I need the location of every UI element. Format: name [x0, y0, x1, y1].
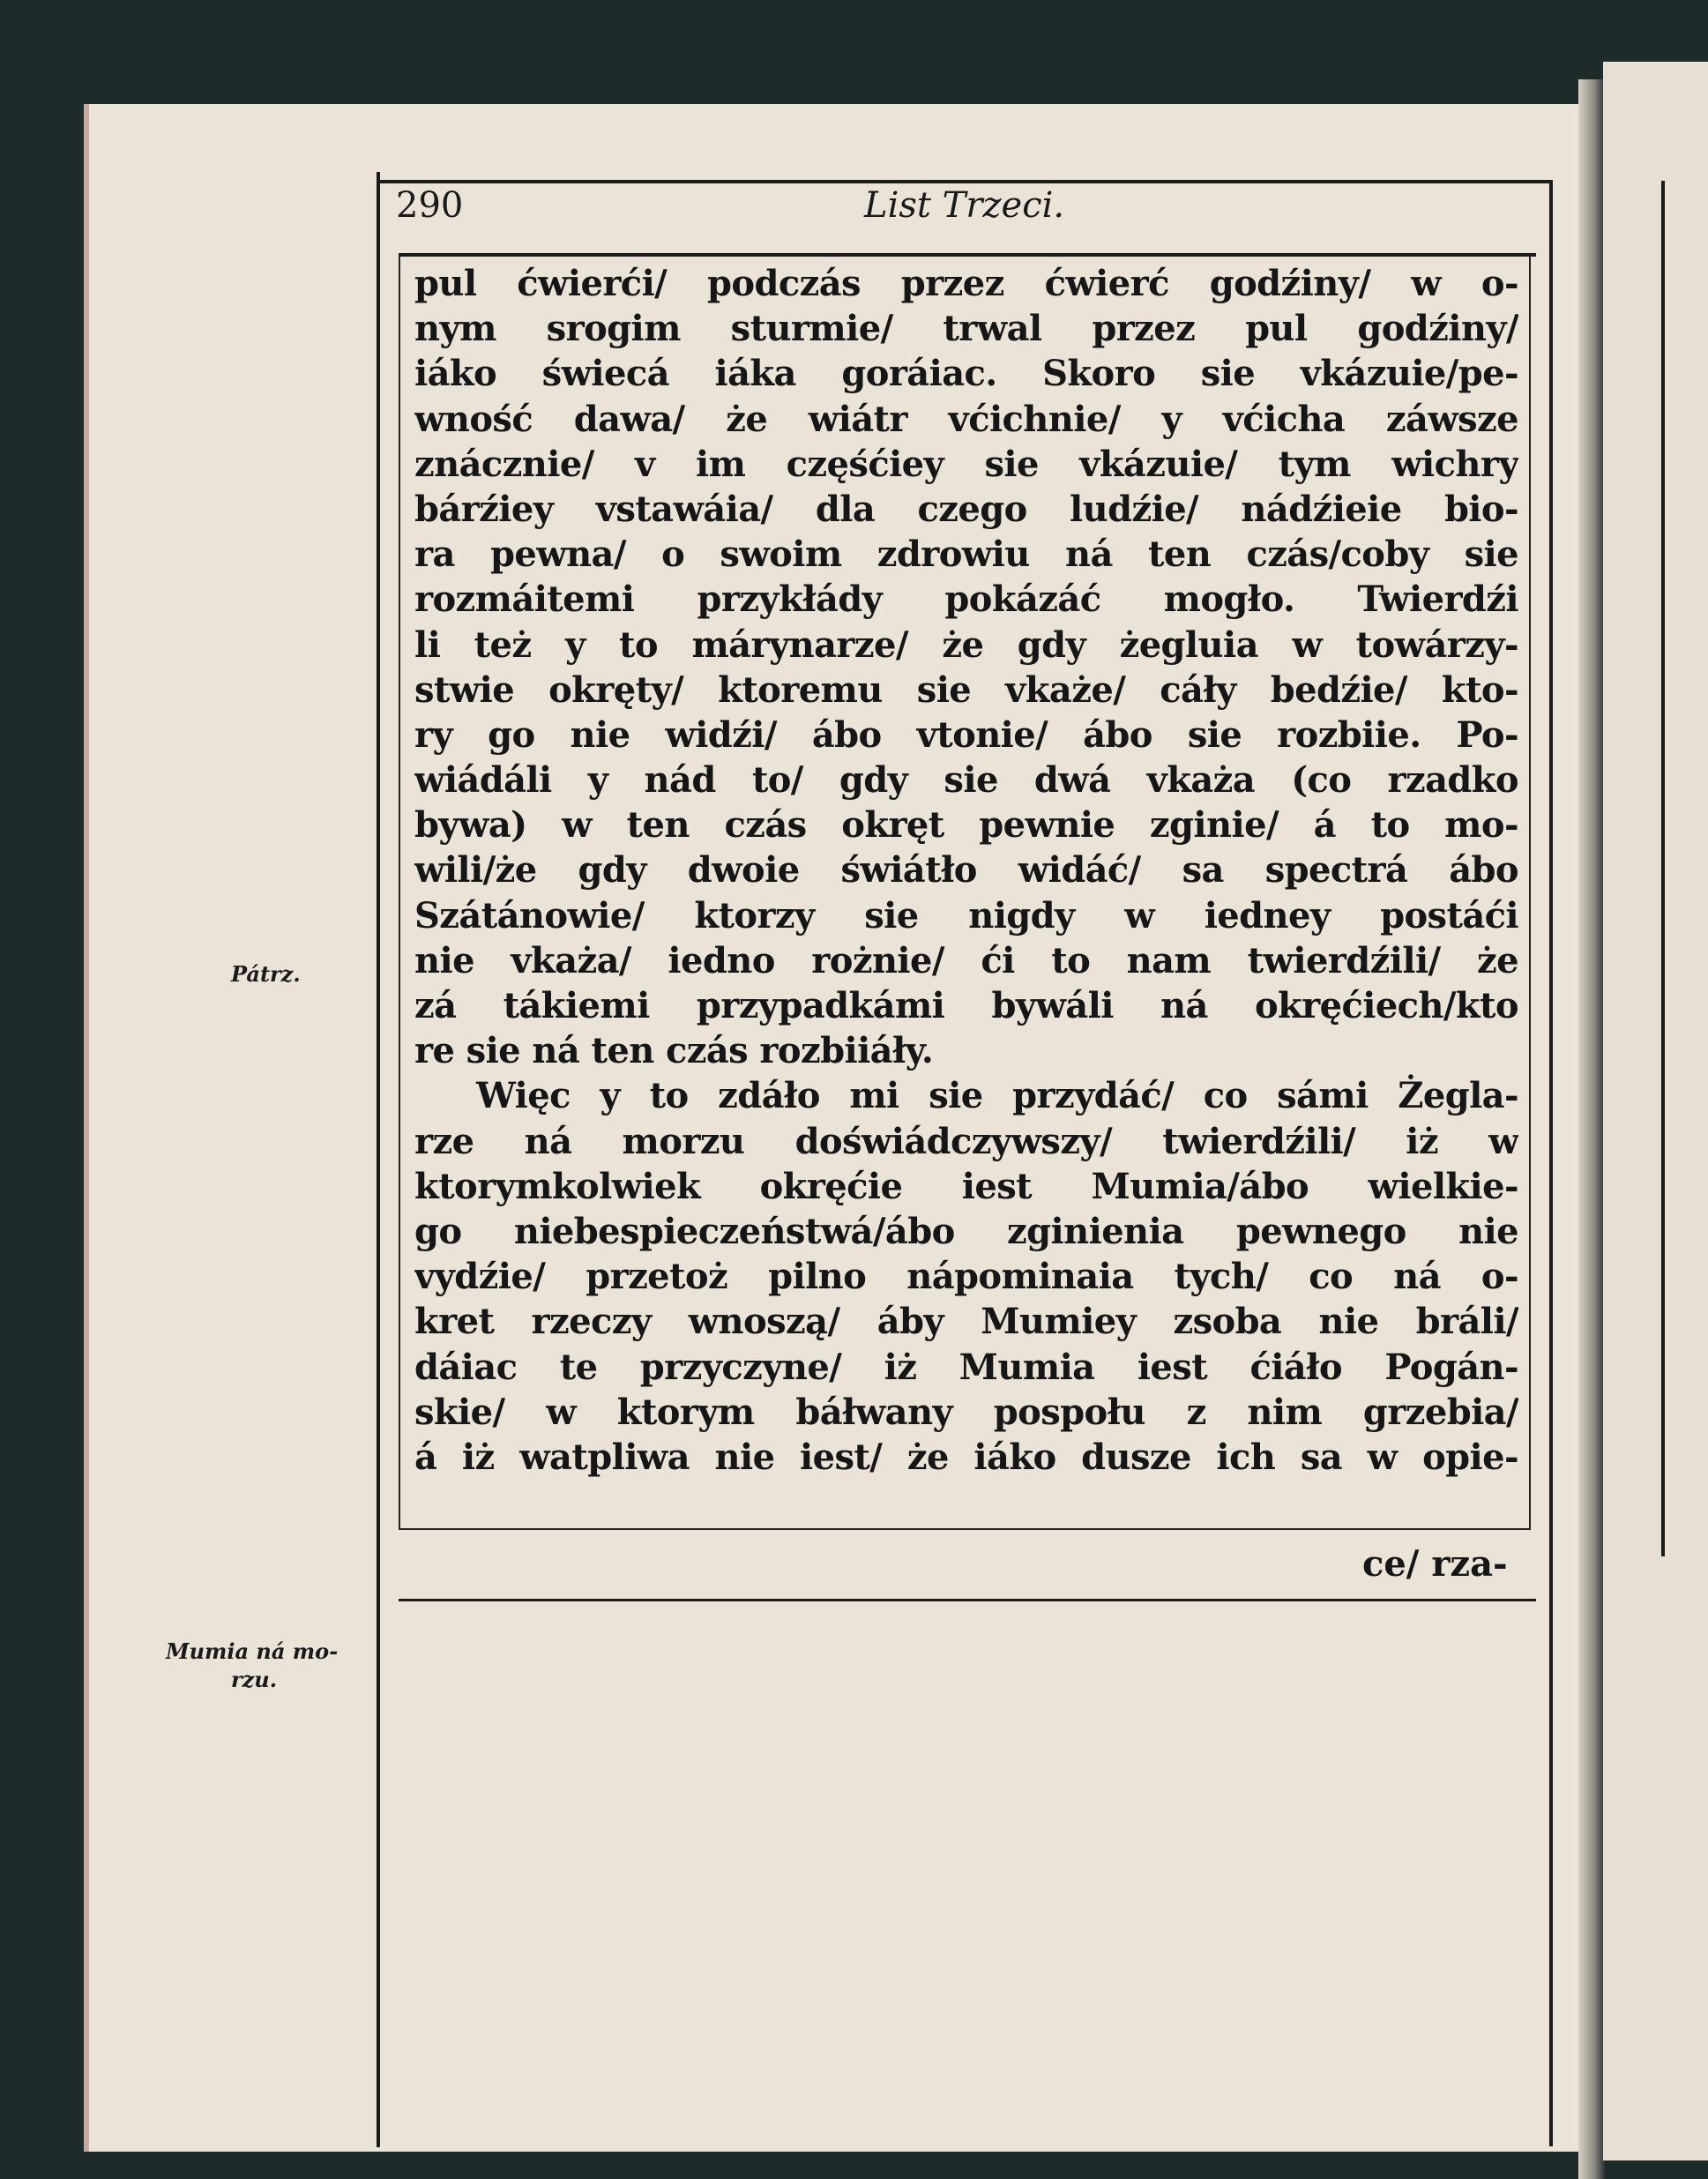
text-box-right-rule: [1529, 254, 1531, 1528]
text-line: ktorymkolwiek okręćie iest Mumia/ábo wielkie-: [414, 1165, 1518, 1207]
text-line: zá tákiemi przypadkámi bywáli ná okręćiech/kto: [414, 985, 1518, 1026]
right-page-frame-rule: [1661, 181, 1665, 1556]
text-line: stwie okręty/ ktoremu sie vkaże/ cáły bedźie/ kto-: [414, 668, 1518, 711]
frame-left-rule: [377, 172, 380, 2147]
text-box-bottom-rule: [399, 1528, 1531, 1530]
frame-right-rule: [1549, 180, 1553, 2146]
page-number: 290: [396, 185, 464, 226]
text-line: Szátánowie/ ktorzy sie nigdy w iedney postáći: [414, 894, 1518, 937]
text-line: wność dawa/ że wiátr vćichnie/ y vćicha záwsze: [414, 398, 1518, 440]
bottom-rule: [399, 1599, 1536, 1601]
page-edge: [84, 104, 89, 2152]
text-line: dáiac te przyczyne/ iż Mumia iest ćiáło Pogán-: [414, 1346, 1518, 1388]
text-line: ry go nie widźi/ ábo vtonie/ ábo sie rozbiie. Po-: [414, 713, 1518, 756]
margin-note-patrz: Pátrz.: [231, 961, 301, 987]
text-line: re sie ná ten czás rozbiiáły.: [414, 1030, 934, 1072]
text-line: vydźie/ przetoż pilno nápominaia tych/ co ná o-: [414, 1256, 1518, 1298]
text-line: wiádáli y nád to/ gdy sie dwá vkaża (co rzadko: [414, 759, 1518, 802]
margin-note-mumia-cont: rzu.: [231, 1667, 278, 1692]
text-line: znácznie/ v im częśćiey sie vkázuie/ tym wichry: [414, 443, 1518, 485]
text-line: bárźiey vstawáia/ dla czego ludźie/ nádźieie bio-: [414, 488, 1518, 530]
text-line: á iż watpliwa nie iest/ że iáko dusze ich sa w opie-: [414, 1436, 1518, 1478]
text-line: pul ćwierći/ podczás przez ćwierć godźiny/ w o-: [414, 263, 1518, 304]
text-line: go niebespieczeństwá/ábo zginienia pewnego nie: [414, 1210, 1518, 1252]
text-line: iáko świecá iáka goráiac. Skoro sie vkázuie/pe-: [414, 353, 1518, 395]
text-box-left-rule: [399, 254, 400, 1528]
margin-note-mumia: Mumia ná mo-: [166, 1638, 339, 1664]
text-line: Więc y to zdáło mi sie przydáć/ co sámi Żegla-: [476, 1075, 1518, 1117]
text-line: nie vkaża/ iedno rożnie/ ći to nam twierdźili/ że: [414, 939, 1518, 981]
text-line: kret rzeczy wnoszą/ áby Mumiey zsoba nie bráli/: [414, 1301, 1518, 1343]
book-page-right-partial: [1603, 62, 1708, 2160]
catchword: ce/ rza-: [1362, 1543, 1508, 1585]
text-line: wili/że gdy dwoie świátło widáć/ sa spectrá ábo: [414, 849, 1518, 892]
text-line: ra pewna/ o swoim zdrowiu ná ten czás/coby sie: [414, 534, 1518, 576]
text-line: li też y to márynarze/ że gdy żegluia w towárzy-: [414, 623, 1518, 666]
text-line: skie/ w ktorym báłwany pospołu z nim grzebia/: [414, 1391, 1518, 1433]
frame-top-rule: [378, 180, 1551, 183]
text-line: bywa) w ten czás okręt pewnie zginie/ á to mo-: [414, 804, 1518, 847]
text-line: rozmáitemi przykłády pokázáć mogło. Twierdźi: [414, 578, 1518, 621]
body-text: [414, 261, 1518, 1480]
header-rule: [399, 253, 1536, 257]
text-line: rze ná morzu doświádczywszy/ twierdźili/ iż w: [414, 1120, 1518, 1162]
running-title: List Trzeci.: [864, 185, 1065, 226]
book-gutter: [1578, 79, 1605, 2179]
text-line: nym srogim sturmie/ trwal przez pul godźiny/: [414, 308, 1518, 350]
